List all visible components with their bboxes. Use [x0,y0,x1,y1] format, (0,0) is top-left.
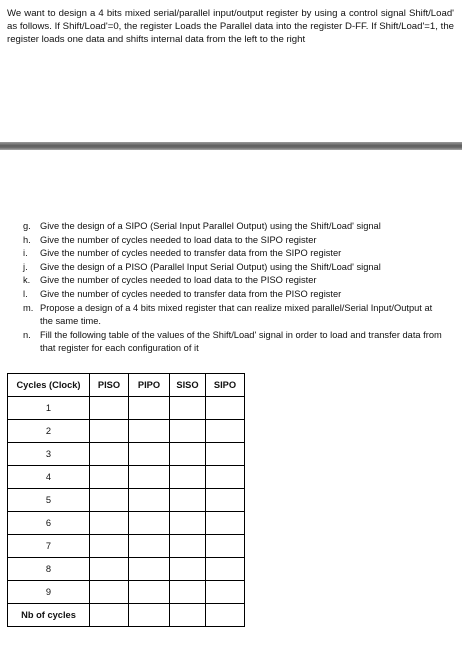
table-cell[interactable] [129,420,170,443]
cycle-number: 3 [8,443,90,466]
question-item [23,302,443,329]
nb-of-cycles-label: Nb of cycles [8,604,90,627]
table-cell[interactable] [170,397,206,420]
table-header-row [8,374,245,397]
table-cell[interactable] [170,558,206,581]
question-item [23,234,443,248]
table-cell[interactable] [170,466,206,489]
table-cell[interactable] [90,443,129,466]
question-letter: j. [23,261,28,272]
table-cell[interactable] [129,489,170,512]
table-footer-row [8,604,245,627]
table-row [8,558,245,581]
table-cell[interactable] [206,535,245,558]
table-row [8,443,245,466]
table-cell[interactable] [170,443,206,466]
header-piso: PISO [90,374,129,397]
table-row [8,535,245,558]
table-row [8,512,245,535]
table-cell[interactable] [170,420,206,443]
question-letter: h. [23,234,31,245]
cycle-number: 2 [8,420,90,443]
table-cell[interactable] [129,558,170,581]
cycle-number: 9 [8,581,90,604]
question-item [23,288,443,302]
question-letter: g. [23,221,31,231]
question-text: Give the design of a SIPO (Serial Input Parallel Output) using the Shift/Load' signal [40,221,381,231]
cycle-number: 6 [8,512,90,535]
table-cell[interactable] [206,489,245,512]
question-item [23,247,443,261]
question-letter: l. [23,288,28,299]
cycles-table [7,373,245,627]
table-cell[interactable] [206,443,245,466]
section-divider [0,142,462,150]
table-cell[interactable] [170,535,206,558]
question-text: Give the number of cycles needed to transfer data from the SIPO register [40,248,342,259]
table-cell[interactable] [206,466,245,489]
question-letter: n. [23,329,31,340]
table-cell[interactable] [129,581,170,604]
table-cell[interactable] [129,535,170,558]
cycle-number: 4 [8,466,90,489]
question-text: Give the number of cycles needed to transfer data from the PISO register [40,288,342,299]
table-row [8,581,245,604]
table-cell[interactable] [90,512,129,535]
cycle-number: 7 [8,535,90,558]
cycle-number: 8 [8,558,90,581]
table-row [8,420,245,443]
table-cell[interactable] [170,604,206,627]
header-siso: SISO [170,374,206,397]
table-cell[interactable] [129,397,170,420]
table-cell[interactable] [206,558,245,581]
table-cell[interactable] [206,397,245,420]
table-cell[interactable] [206,420,245,443]
table-row [8,489,245,512]
table-cell[interactable] [90,535,129,558]
question-item [23,261,443,275]
question-text: Give the design of a PISO (Parallel Input Serial Output) using the Shift/Load' signal [40,261,381,272]
question-letter: i. [23,248,28,259]
cycle-number: 1 [8,397,90,420]
table-cell[interactable] [129,512,170,535]
header-sipo: SIPO [206,374,245,397]
cycle-number: 5 [8,489,90,512]
question-list [23,220,443,356]
problem-statement: We want to design a 4 bits mixed serial/parallel input/output register by using a control signal Shift/Load' as follows. If Shift/Load'=0, the register Loads the Parallel data into the register D-FF. If Shift/Load'=1, the register loads one data and shifts internal data from the left to the right [7,8,454,45]
question-item [23,274,443,288]
table-cell[interactable] [90,581,129,604]
table-cell[interactable] [170,581,206,604]
table-cell[interactable] [90,420,129,443]
question-letter: m. [23,302,34,313]
table-cell[interactable] [129,466,170,489]
table-cell[interactable] [129,604,170,627]
table-cell[interactable] [129,443,170,466]
question-text: Fill the following table of the values of the Shift/Load' signal in order to load and transfer data from that register for each configuration of it [40,329,442,354]
table-cell[interactable] [170,512,206,535]
table-cell[interactable] [170,489,206,512]
table-cell[interactable] [206,512,245,535]
table-cell[interactable] [90,489,129,512]
table-cell[interactable] [90,466,129,489]
table-cell[interactable] [90,604,129,627]
question-text: Give the number of cycles needed to load data to the SIPO register [40,234,317,245]
header-pipo: PIPO [129,374,170,397]
question-text: Propose a design of a 4 bits mixed register that can realize mixed parallel/Serial Input/Output at the same time. [40,302,433,327]
table-cell[interactable] [90,558,129,581]
table-cell[interactable] [206,604,245,627]
header-cycles: Cycles (Clock) [8,374,90,397]
question-item [23,329,443,356]
question-text: Give the number of cycles needed to load data to the PISO register [40,275,317,286]
question-letter: k. [23,275,31,286]
table-cell[interactable] [90,397,129,420]
table-cell[interactable] [206,581,245,604]
table-row [8,466,245,489]
table-row [8,397,245,420]
question-item [23,220,443,234]
